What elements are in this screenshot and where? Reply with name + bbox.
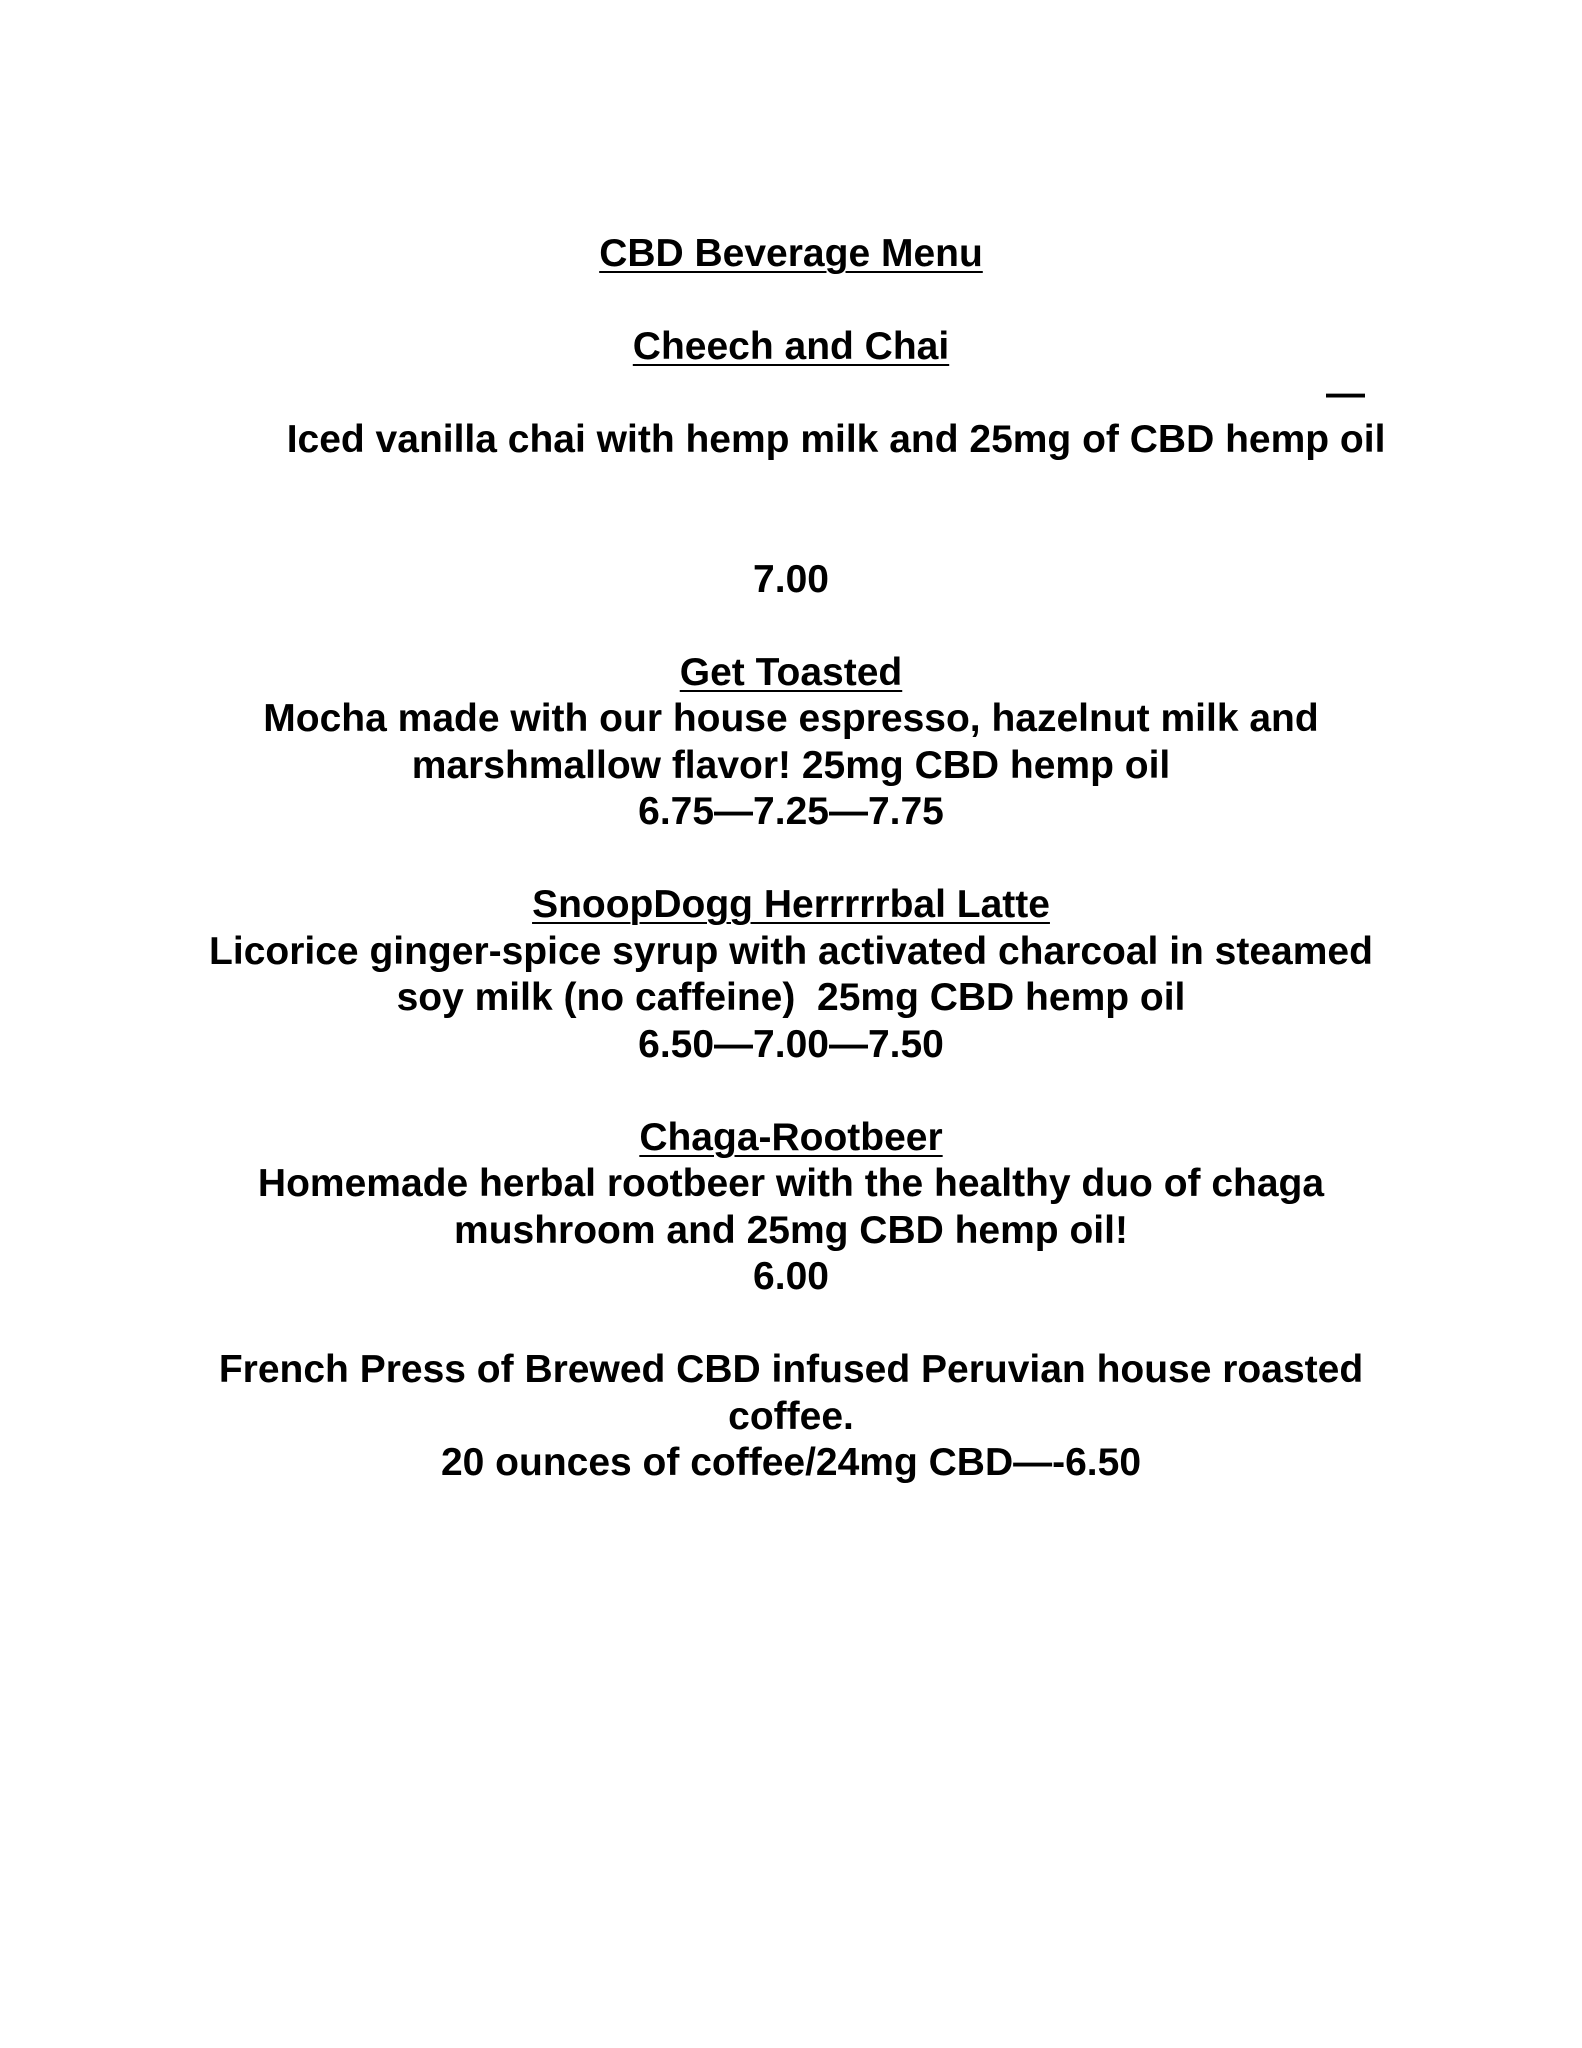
menu-content (200, 231, 1386, 1487)
item-name: Get Toasted (679, 650, 903, 694)
item-price: 6.50—7.00—7.50 (638, 1022, 944, 1066)
menu-item-get-toasted (200, 650, 1382, 836)
item-description-line: marshmallow flavor! 25mg CBD hemp oil (411, 743, 1171, 787)
item-description-line: soy milk (no caffeine) 25mg CBD hemp oil (396, 976, 1186, 1019)
item-description-line: Homemade herbal rootbeer with the healthy duo of chaga (257, 1162, 1325, 1205)
menu-item-french-press (200, 1347, 1382, 1487)
menu-item-chaga-rootbeer (200, 1115, 1382, 1301)
item-description-line: mushroom and 25mg CBD hemp oil! (454, 1208, 1128, 1252)
item-name: Cheech and Chai (632, 325, 950, 368)
item-description-line: Mocha made with our house espresso, hazelnut milk and (263, 697, 1319, 740)
menu-title: CBD Beverage Menu (599, 232, 983, 275)
item-price: 6.75—7.25—7.75 (638, 790, 944, 833)
spacer (200, 1068, 1382, 1115)
item-description-dash: — (1326, 371, 1365, 415)
item-description-line: coffee. (728, 1394, 854, 1438)
item-price: 6.00 (753, 1255, 829, 1298)
spacer (200, 603, 1382, 650)
item-price: 7.00 (753, 557, 829, 601)
spacer (200, 836, 1382, 883)
item-description-text: Iced vanilla chai with hemp milk and 25mg of CBD hemp oil (286, 418, 1386, 461)
menu-item-cheech-and-chai (200, 324, 1386, 603)
item-description-line: Licorice ginger-spice syrup with activated charcoal in steamed (209, 929, 1373, 973)
item-price: 20 ounces of coffee/24mg CBD—-6.50 (440, 1441, 1142, 1484)
item-description-line: French Press of Brewed CBD infused Peruvian house roasted (218, 1348, 1364, 1391)
menu-item-snoopdogg-herbal-latte (200, 882, 1382, 1068)
spacer (200, 1301, 1382, 1348)
item-name: SnoopDogg Herrrrrbal Latte (532, 883, 1050, 926)
item-description-line (200, 371, 1386, 557)
spacer (200, 278, 1382, 325)
item-name: Chaga-Rootbeer (639, 1115, 943, 1159)
